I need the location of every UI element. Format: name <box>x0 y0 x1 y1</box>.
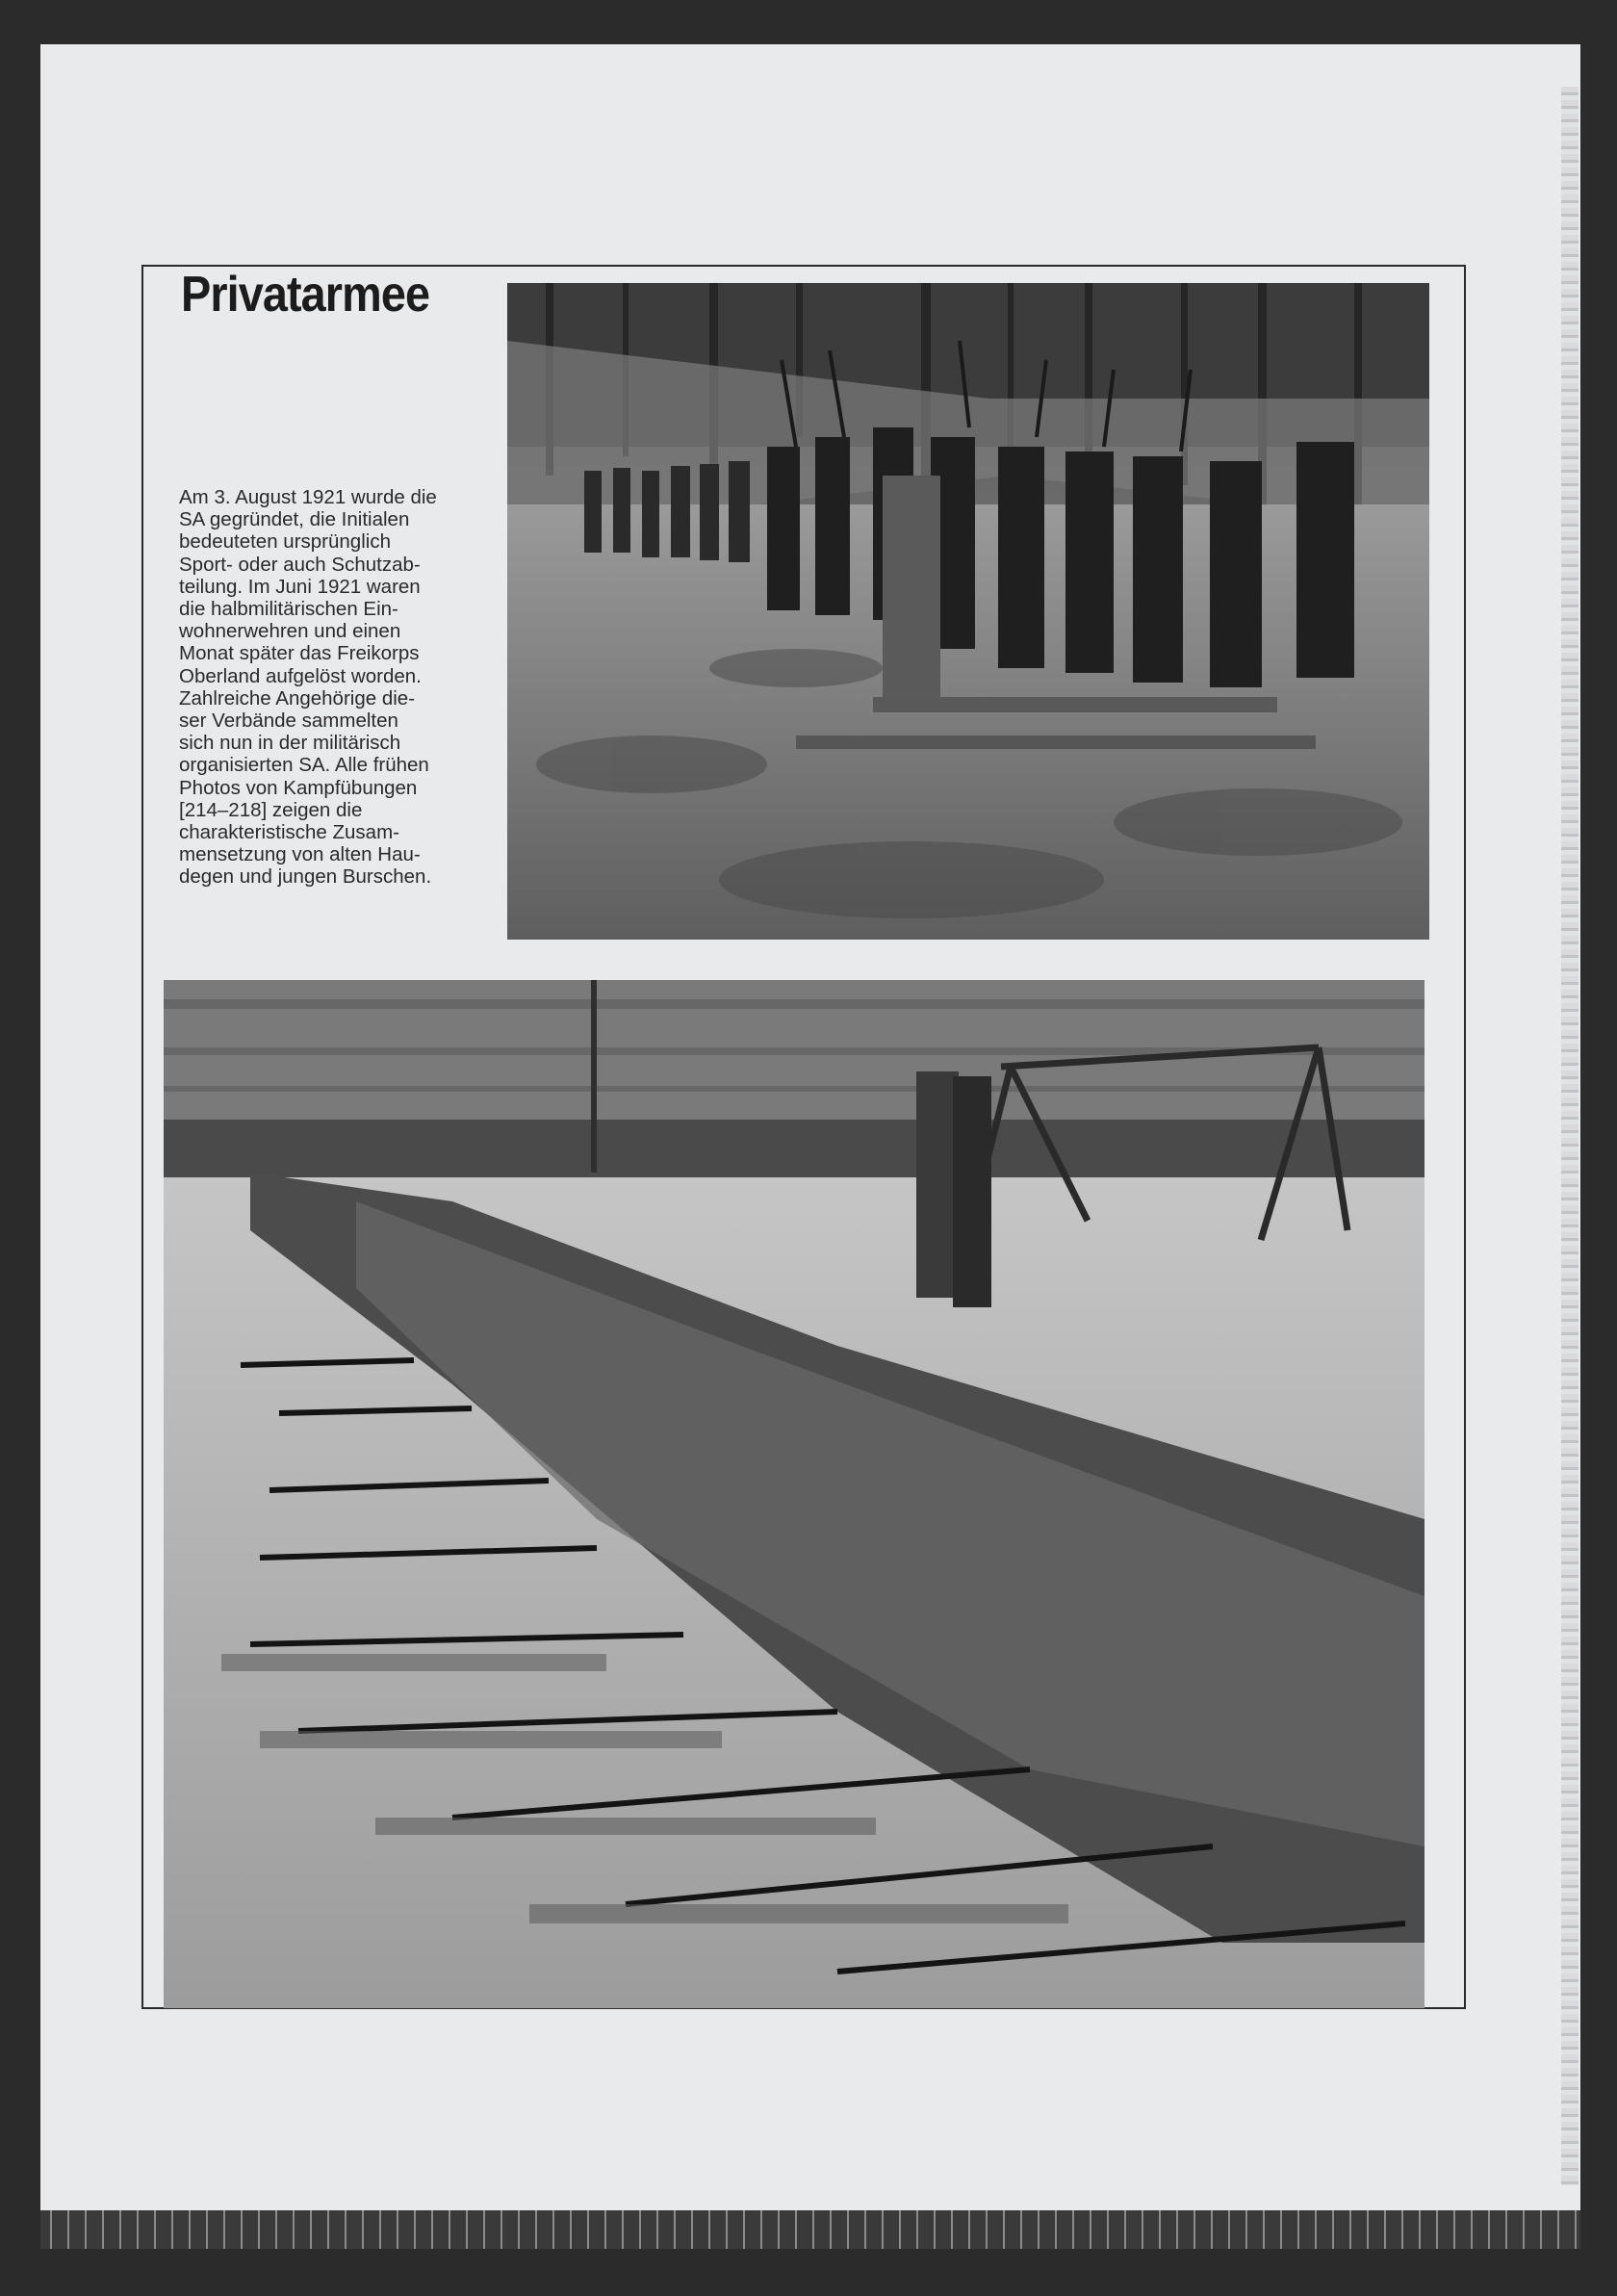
photo-marching-column-image <box>507 283 1429 940</box>
page-protector-edge <box>1561 87 1578 2185</box>
photo-marching-column <box>507 283 1429 940</box>
page-title: Privatarmee <box>181 267 430 322</box>
binder-strip <box>40 2210 1580 2249</box>
body-paragraph: Am 3. August 1921 wurde die SA gegründet, die Initialen bedeuteten ursprünglich Sport- oder auch Schutzab- teilung. Im Juni 1921 waren die halbmilitärischen Ein- wohnerwehren und einen Monat später das Freikorps Oberland aufgelöst worden. Zahlreiche Angehörige die- ser Verbände sammelten sich nun in der militärisch organisierten SA. Alle frühen Photos von Kampfübungen [214–218] zeigen die charakteristische Zusam- mensetzung von alten Hau- degen und jungen Burschen. <box>179 486 437 889</box>
photo-prone-riflemen <box>164 980 1424 2008</box>
photo-prone-riflemen-image <box>164 980 1424 2008</box>
